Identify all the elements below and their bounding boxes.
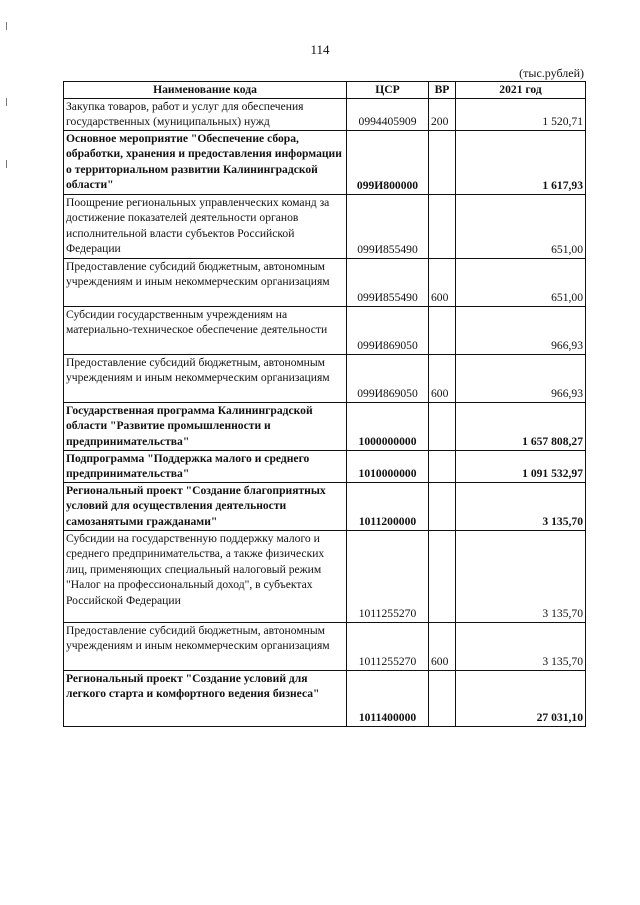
row-name-cell: Государственная программа Калининградской области "Развитие промышленности и предпринимательства" [64,402,347,450]
row-name-cell: Субсидии на государственную поддержку малого и среднего предпринимательства, а также физических лиц, применяющих специальный налоговый режим "Налог на профессиональный доход", в субъектах Российской Федерации [64,530,347,622]
row-amount-cell: 651,00 [456,194,586,258]
budget-table [63,81,586,727]
row-name-cell: Субсидии государственным учреждениям на материально-техническое обеспечение деятельности [64,306,347,354]
row-vr-cell [429,402,456,450]
table-row [64,622,586,670]
table-row [64,258,586,306]
table-body [64,98,586,726]
row-amount-cell: 966,93 [456,306,586,354]
table-row [64,530,586,622]
row-csr-cell: 1000000000 [347,402,429,450]
header-csr: ЦСР [347,82,429,99]
row-vr-cell [429,194,456,258]
row-csr-cell: 099И869050 [347,354,429,402]
row-name-cell: Основное мероприятие "Обеспечение сбора, обработки, хранения и предоставления информации о территориальном развитии Калининградской области" [64,130,347,194]
table-row [64,194,586,258]
row-csr-cell: 1010000000 [347,450,429,482]
row-vr-cell: 600 [429,622,456,670]
row-csr-cell: 1011255270 [347,622,429,670]
row-amount-cell: 1 617,93 [456,130,586,194]
row-vr-cell [429,482,456,530]
row-csr-cell: 1011255270 [347,530,429,622]
row-amount-cell: 27 031,10 [456,670,586,726]
row-amount-cell: 1 657 808,27 [456,402,586,450]
row-amount-cell: 966,93 [456,354,586,402]
row-csr-cell: 099И800000 [347,130,429,194]
row-amount-cell: 3 135,70 [456,622,586,670]
row-name-cell: Региональный проект "Создание условий для легкого старта и комфортного ведения бизнеса" [64,670,347,726]
row-csr-cell: 099И855490 [347,258,429,306]
row-amount-cell: 3 135,70 [456,530,586,622]
table-row [64,402,586,450]
table-row [64,98,586,130]
margin-mark [6,22,7,30]
row-vr-cell: 200 [429,98,456,130]
row-amount-cell: 3 135,70 [456,482,586,530]
row-name-cell: Предоставление субсидий бюджетным, автономным учреждениям и иным некоммерческим организациям [64,258,347,306]
row-vr-cell [429,670,456,726]
row-vr-cell [429,450,456,482]
header-name: Наименование кода [64,82,347,99]
row-name-cell: Поощрение региональных управленческих команд за достижение показателей деятельности органов исполнительной власти субъектов Российской Федерации [64,194,347,258]
row-amount-cell: 1 520,71 [456,98,586,130]
table-row [64,306,586,354]
table-row [64,450,586,482]
margin-mark [6,160,7,168]
table-header-row [64,82,586,99]
page-number: 114 [310,42,330,57]
row-amount-cell: 1 091 532,97 [456,450,586,482]
row-vr-cell [429,530,456,622]
header-vr: ВР [429,82,456,99]
units-label: (тыс.рублей) [519,66,584,80]
row-csr-cell: 1011400000 [347,670,429,726]
row-vr-cell: 600 [429,354,456,402]
row-name-cell: Предоставление субсидий бюджетным, автономным учреждениям и иным некоммерческим организациям [64,354,347,402]
margin-mark [6,98,7,106]
row-vr-cell [429,306,456,354]
table-row [64,130,586,194]
row-vr-cell [429,130,456,194]
row-name-cell: Подпрограмма "Поддержка малого и среднего предпринимательства" [64,450,347,482]
row-csr-cell: 0994405909 [347,98,429,130]
row-name-cell: Региональный проект "Создание благоприятных условий для осуществления деятельности самозанятыми гражданами" [64,482,347,530]
row-vr-cell: 600 [429,258,456,306]
table-row [64,482,586,530]
row-amount-cell: 651,00 [456,258,586,306]
table-row [64,670,586,726]
table-row [64,354,586,402]
row-csr-cell: 099И869050 [347,306,429,354]
row-name-cell: Предоставление субсидий бюджетным, автономным учреждениям и иным некоммерческим организациям [64,622,347,670]
row-name-cell: Закупка товаров, работ и услуг для обеспечения государственных (муниципальных) нужд [64,98,347,130]
row-csr-cell: 1011200000 [347,482,429,530]
header-year: 2021 год [456,82,586,99]
row-csr-cell: 099И855490 [347,194,429,258]
